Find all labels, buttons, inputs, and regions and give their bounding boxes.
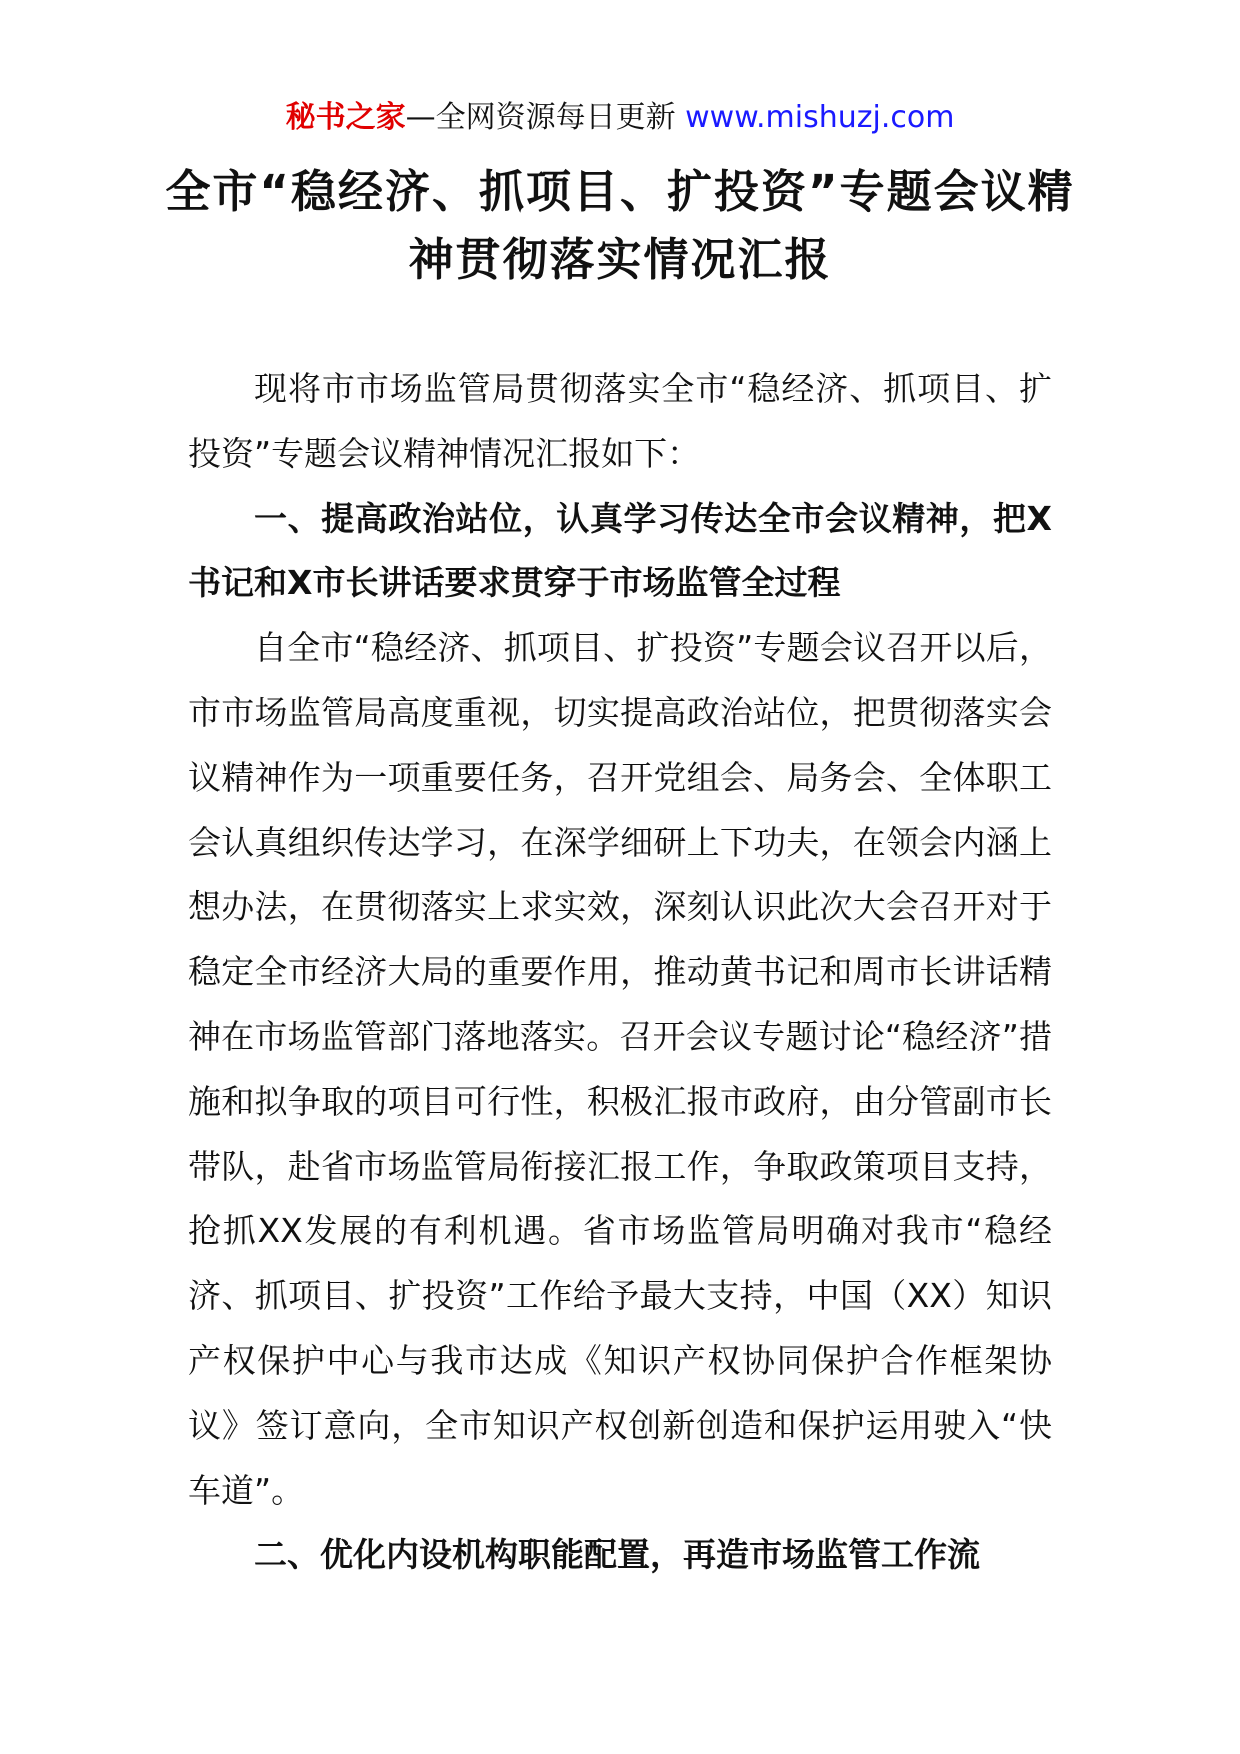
site-header	[0, 98, 1240, 138]
section-2-heading: 二、优化内设机构职能配置，再造市场监管工作流	[254, 1535, 980, 1575]
document-body	[188, 357, 1052, 1588]
intro-paragraph: 现将市市场监管局贯彻落实全市“稳经济、抓项目、扩投资”专题会议精神情况汇报如下：	[188, 369, 1052, 473]
section-1-heading: 一、提高政治站位，认真学习传达全市会议精神，把X书记和X市长讲话要求贯穿于市场监管全过程	[188, 498, 1052, 603]
section-1-paragraph: 自全市“稳经济、抓项目、扩投资”专题会议召开以后，市市场监管局高度重视，切实提高政治站位，把贯彻落实会议精神作为一项重要任务，召开党组会、局务会、全体职工会认真组织传达学习，在深学细研上下功夫，在领会内涵上想办法，在贯彻落实上求实效，深刻认识此次大会召开对于稳定全市经济大局的重要作用，推动黄书记和周市长讲话精神在市场监管部门落地落实。召开会议专题讨论“稳经济”措施和拟争取的项目可行性，积极汇报市政府，由分管副市长带队，赴省市场监管局衔接汇报工作，争取政策项目支持，抢抓XX发展的有利机遇。省市场监管局明确对我市“稳经济、抓项目、扩投资”工作给予最大支持，中国（XX）知识产权保护中心与我市达成《知识产权协同保护合作框架协议》签订意向，全市知识产权创新创造和保护运用驶入“快车道”。	[188, 628, 1052, 1510]
site-name: 秘书之家	[285, 100, 406, 135]
document-title: 全市“稳经济、抓项目、扩投资”专题会议精神贯彻落实情况汇报	[165, 165, 1075, 286]
site-slogan: —全网资源每日更新	[405, 100, 686, 135]
site-url-link[interactable]: www.mishuzj.com	[685, 100, 955, 135]
